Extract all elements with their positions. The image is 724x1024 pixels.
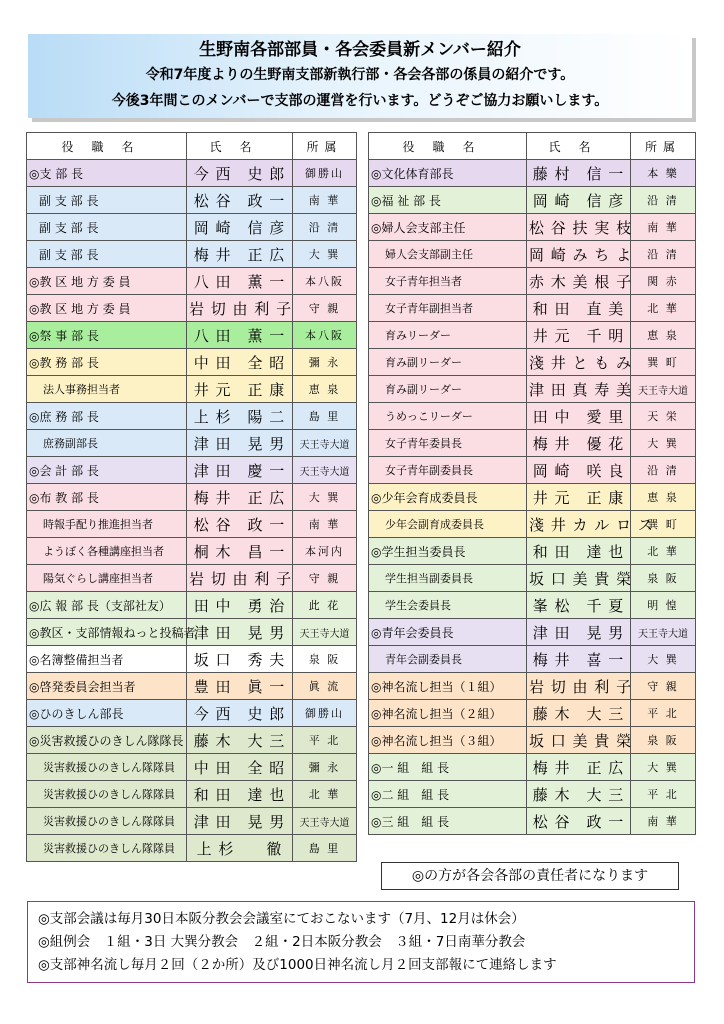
- member-role: ◎神名流し担当（１組）: [369, 673, 527, 700]
- member-row: [27, 565, 357, 592]
- member-name: 和 田 達 也: [527, 538, 631, 565]
- member-name: 淺 井 と も み: [527, 349, 631, 376]
- member-row: [369, 160, 696, 187]
- member-name: 坂 口 秀 夫: [187, 646, 293, 673]
- member-role: ◎神名流し担当（２組）: [369, 700, 527, 727]
- member-branch: 恵 泉: [631, 322, 696, 349]
- member-branch: 本八阪: [293, 268, 357, 295]
- member-name: 今 西 史 郎: [187, 160, 293, 187]
- table-header-row: [369, 133, 696, 160]
- member-role: ◎会 計 部 長: [27, 457, 187, 484]
- member-role: ◎婦人会支部主任: [369, 214, 527, 241]
- member-branch: 彌 永: [293, 754, 357, 781]
- member-role: 災害救援ひのきしん隊隊員: [27, 781, 187, 808]
- member-row: [27, 700, 357, 727]
- member-role: 陽気ぐらし講座担当者: [27, 565, 187, 592]
- member-name: 田 中 勇 治: [187, 592, 293, 619]
- member-name: 岩 切 由 利 子: [187, 295, 293, 322]
- member-row: [27, 322, 357, 349]
- member-name: 坂 口 美 貴 榮: [527, 565, 631, 592]
- member-branch: 南 華: [293, 187, 357, 214]
- member-role: ◎少年会育成委員長: [369, 484, 527, 511]
- member-role: ◎学生担当委員長: [369, 538, 527, 565]
- member-row: [369, 538, 696, 565]
- member-name: 井 元 正 康: [527, 484, 631, 511]
- member-row: [27, 484, 357, 511]
- member-row: [369, 484, 696, 511]
- member-row: [369, 268, 696, 295]
- member-role: 法人事務担当者: [27, 376, 187, 403]
- member-row: [27, 538, 357, 565]
- member-name: 坂 口 美 貴 榮: [527, 727, 631, 754]
- member-name: 中 田 全 昭: [187, 754, 293, 781]
- member-branch: 泉 阪: [631, 727, 696, 754]
- header-place: 所属: [631, 133, 696, 160]
- footer-line: ◎支部神名流し毎月２回（２か所）及び1000日神名流し月２回支部報にて連絡します: [38, 957, 557, 973]
- member-name: 津 田 晃 男: [187, 619, 293, 646]
- member-row: [369, 619, 696, 646]
- page-title: 生野南各部部員・各会委員新メンバー紹介: [199, 40, 521, 60]
- member-row: [27, 646, 357, 673]
- member-name: 梅 井 優 花: [527, 430, 631, 457]
- member-name: 中 田 全 昭: [187, 349, 293, 376]
- member-row: [369, 430, 696, 457]
- member-role: 婦人会支部副主任: [369, 241, 527, 268]
- member-role: ◎ひのきしん部長: [27, 700, 187, 727]
- member-branch: 守 親: [293, 565, 357, 592]
- member-branch: 明 惶: [631, 592, 696, 619]
- title-banner: [28, 34, 692, 118]
- right-roster-table: [368, 132, 696, 835]
- member-name: 松 谷 政 一: [187, 187, 293, 214]
- member-role: 学生担当副委員長: [369, 565, 527, 592]
- member-branch: 天王寺大道: [631, 376, 696, 403]
- member-name: 藤 木 大 三: [527, 700, 631, 727]
- member-branch: 北 華: [631, 295, 696, 322]
- member-role: 女子青年委員長: [369, 430, 527, 457]
- left-roster-body: [27, 160, 357, 862]
- member-branch: 北 華: [293, 781, 357, 808]
- member-branch: 沿 清: [631, 457, 696, 484]
- member-name: 豊 田 眞 一: [187, 673, 293, 700]
- member-row: [27, 403, 357, 430]
- member-role: 副 支 部 長: [27, 187, 187, 214]
- member-branch: 大 巽: [631, 430, 696, 457]
- member-branch: 御勝山: [293, 700, 357, 727]
- header-role: 役職名: [27, 133, 187, 160]
- member-row: [369, 457, 696, 484]
- member-row: [27, 241, 357, 268]
- member-role: うめっこリーダー: [369, 403, 527, 430]
- member-role: 災害救援ひのきしん隊隊員: [27, 754, 187, 781]
- member-row: [369, 592, 696, 619]
- member-row: [369, 241, 696, 268]
- header-name: 氏名: [187, 133, 293, 160]
- member-name: 松 谷 政 一: [187, 511, 293, 538]
- member-row: [369, 349, 696, 376]
- member-role: ◎名簿整備担当者: [27, 646, 187, 673]
- member-name: 峯 松 千 夏: [527, 592, 631, 619]
- member-role: ◎祭 事 部 長: [27, 322, 187, 349]
- member-name: 藤 村 信 一: [527, 160, 631, 187]
- member-branch: 恵 泉: [631, 484, 696, 511]
- member-branch: 平 北: [293, 727, 357, 754]
- member-branch: 天王寺大道: [631, 619, 696, 646]
- member-branch: 沿 清: [293, 214, 357, 241]
- member-name: 和 田 直 美: [527, 295, 631, 322]
- member-name: 藤 木 大 三: [187, 727, 293, 754]
- member-role: ◎教区・支部情報ねっと投稿者: [27, 619, 187, 646]
- member-branch: 泉 阪: [293, 646, 357, 673]
- member-role: 育み副リーダー: [369, 349, 527, 376]
- member-role: ◎災害救援ひのきしん隊隊長: [27, 727, 187, 754]
- member-role: ◎神名流し担当（３組）: [369, 727, 527, 754]
- member-role: ◎支 部 長: [27, 160, 187, 187]
- member-name: 今 西 史 郎: [187, 700, 293, 727]
- member-row: [27, 754, 357, 781]
- member-branch: 大 巽: [631, 754, 696, 781]
- member-name: 津 田 晃 男: [187, 430, 293, 457]
- member-row: [27, 214, 357, 241]
- member-branch: 天王寺大道: [293, 457, 357, 484]
- member-branch: 南 華: [631, 214, 696, 241]
- intro-line: 今後3年間このメンバーで支部の運営を行います。どうぞご協力お願いします。: [111, 93, 609, 109]
- member-role: ◎一 組 組 長: [369, 754, 527, 781]
- member-name: 梅 井 喜 一: [527, 646, 631, 673]
- member-branch: 沿 清: [631, 187, 696, 214]
- member-row: [27, 592, 357, 619]
- member-name: 岡 崎 信 彦: [187, 214, 293, 241]
- responsible-note: ◎の方が各会各部の責任者になります: [381, 862, 679, 890]
- member-name: 赤 木 美 根 子: [527, 268, 631, 295]
- member-row: [369, 403, 696, 430]
- member-role: ◎庶 務 部 長: [27, 403, 187, 430]
- member-role: ◎布 教 部 長: [27, 484, 187, 511]
- member-name: 八 田 薫 一: [187, 322, 293, 349]
- member-name: 上 杉 徹: [187, 835, 293, 862]
- member-row: [27, 295, 357, 322]
- member-name: 淺 井 カ ル ロ ス: [527, 511, 631, 538]
- member-role: ◎文化体育部長: [369, 160, 527, 187]
- member-branch: 彌 永: [293, 349, 357, 376]
- member-row: [369, 808, 696, 835]
- member-name: 岡 崎 咲 良: [527, 457, 631, 484]
- member-name: 津 田 真 寿 美: [527, 376, 631, 403]
- member-role: 庶務副部長: [27, 430, 187, 457]
- member-row: [27, 619, 357, 646]
- member-row: [369, 511, 696, 538]
- member-row: [369, 376, 696, 403]
- member-row: [27, 673, 357, 700]
- member-role: ようぼく各種講座担当者: [27, 538, 187, 565]
- member-name: 井 元 正 康: [187, 376, 293, 403]
- member-branch: 島 里: [293, 835, 357, 862]
- member-branch: 平 北: [631, 700, 696, 727]
- member-row: [27, 511, 357, 538]
- member-name: 井 元 千 明: [527, 322, 631, 349]
- member-name: 岡 崎 信 彦: [527, 187, 631, 214]
- member-role: 学生会委員長: [369, 592, 527, 619]
- member-branch: 本河内: [293, 538, 357, 565]
- member-name: 和 田 達 也: [187, 781, 293, 808]
- member-row: [369, 187, 696, 214]
- member-row: [369, 781, 696, 808]
- member-name: 梅 井 正 広: [527, 754, 631, 781]
- member-role: 青年会副委員長: [369, 646, 527, 673]
- member-row: [27, 376, 357, 403]
- member-row: [369, 322, 696, 349]
- member-row: [369, 727, 696, 754]
- member-row: [369, 754, 696, 781]
- member-branch: 天王寺大道: [293, 430, 357, 457]
- member-name: 岩 切 由 利 子: [187, 565, 293, 592]
- member-row: [27, 727, 357, 754]
- member-role: ◎福 祉 部 長: [369, 187, 527, 214]
- member-name: 岡 崎 み ち よ: [527, 241, 631, 268]
- member-branch: 南 華: [293, 511, 357, 538]
- member-branch: 巽 町: [631, 349, 696, 376]
- member-branch: 平 北: [631, 781, 696, 808]
- member-branch: 関 赤: [631, 268, 696, 295]
- member-branch: 島 里: [293, 403, 357, 430]
- member-branch: 天王寺大道: [293, 619, 357, 646]
- member-name: 松 谷 扶 実 枝: [527, 214, 631, 241]
- member-row: [27, 268, 357, 295]
- left-roster-table: [26, 132, 357, 862]
- member-row: [27, 430, 357, 457]
- member-row: [27, 187, 357, 214]
- member-row: [369, 700, 696, 727]
- member-name: 桐 木 昌 一: [187, 538, 293, 565]
- member-role: ◎青年会委員長: [369, 619, 527, 646]
- member-role: 副 支 部 長: [27, 241, 187, 268]
- member-branch: 大 巽: [293, 241, 357, 268]
- member-name: 岩 切 由 利 子: [527, 673, 631, 700]
- member-branch: 守 親: [631, 673, 696, 700]
- member-role: ◎広 報 部 長（支部社友）: [27, 592, 187, 619]
- member-row: [369, 673, 696, 700]
- member-name: 梅 井 正 広: [187, 241, 293, 268]
- member-role: 育みリーダー: [369, 322, 527, 349]
- member-row: [27, 808, 357, 835]
- member-name: 八 田 薫 一: [187, 268, 293, 295]
- member-row: [369, 214, 696, 241]
- member-branch: 天 栄: [631, 403, 696, 430]
- member-branch: 御勝山: [293, 160, 357, 187]
- member-branch: 本 樂: [631, 160, 696, 187]
- right-roster-body: [369, 160, 696, 835]
- member-role: ◎啓発委員会担当者: [27, 673, 187, 700]
- member-row: [27, 349, 357, 376]
- header-name: 氏名: [527, 133, 631, 160]
- member-branch: 天王寺大道: [293, 808, 357, 835]
- member-name: 上 杉 陽 二: [187, 403, 293, 430]
- member-branch: 南 華: [631, 808, 696, 835]
- member-role: 時報手配り推進担当者: [27, 511, 187, 538]
- member-name: 田 中 愛 里: [527, 403, 631, 430]
- member-branch: 泉 阪: [631, 565, 696, 592]
- member-branch: 本八阪: [293, 322, 357, 349]
- member-name: 津 田 晃 男: [187, 808, 293, 835]
- member-role: 災害救援ひのきしん隊隊員: [27, 808, 187, 835]
- member-branch: 大 巽: [631, 646, 696, 673]
- member-row: [369, 295, 696, 322]
- member-branch: 沿 清: [631, 241, 696, 268]
- member-row: [27, 160, 357, 187]
- member-branch: 眞 流: [293, 673, 357, 700]
- member-role: 育み副リーダー: [369, 376, 527, 403]
- member-row: [27, 781, 357, 808]
- member-role: 副 支 部 長: [27, 214, 187, 241]
- member-name: 藤 木 大 三: [527, 781, 631, 808]
- member-branch: 巽 町: [631, 511, 696, 538]
- member-role: 女子青年副担当者: [369, 295, 527, 322]
- member-role: 女子青年副委員長: [369, 457, 527, 484]
- member-role: ◎三 組 組 長: [369, 808, 527, 835]
- member-role: ◎教 区 地 方 委 員: [27, 295, 187, 322]
- header-role: 役職名: [369, 133, 527, 160]
- member-row: [369, 646, 696, 673]
- member-name: 梅 井 正 広: [187, 484, 293, 511]
- member-row: [27, 457, 357, 484]
- member-role: 女子青年担当者: [369, 268, 527, 295]
- member-name: 津 田 晃 男: [527, 619, 631, 646]
- member-role: 少年会副育成委員長: [369, 511, 527, 538]
- footer-line: ◎支部会議は毎月30日本阪分教会会議室にておこないます（7月、12月は休会）: [38, 911, 525, 927]
- member-branch: 北 華: [631, 538, 696, 565]
- member-name: 津 田 慶 一: [187, 457, 293, 484]
- member-name: 松 谷 政 一: [527, 808, 631, 835]
- member-branch: 守 親: [293, 295, 357, 322]
- intro-line: 令和7年度よりの生野南支部新執行部・各会各部の係員の紹介です。: [145, 67, 575, 83]
- member-branch: 大 巽: [293, 484, 357, 511]
- member-role: 災害救援ひのきしん隊隊員: [27, 835, 187, 862]
- schedule-footer: [27, 901, 695, 983]
- table-header-row: [27, 133, 357, 160]
- member-branch: 此 花: [293, 592, 357, 619]
- header-place: 所属: [293, 133, 357, 160]
- member-role: ◎教 区 地 方 委 員: [27, 268, 187, 295]
- member-branch: 恵 泉: [293, 376, 357, 403]
- member-row: [27, 835, 357, 862]
- member-role: ◎二 組 組 長: [369, 781, 527, 808]
- footer-line: ◎組例会 １組・3日 大巽分教会 ２組・2日本阪分教会 ３組・7日南華分教会: [38, 934, 526, 950]
- member-row: [369, 565, 696, 592]
- member-role: ◎教 務 部 長: [27, 349, 187, 376]
